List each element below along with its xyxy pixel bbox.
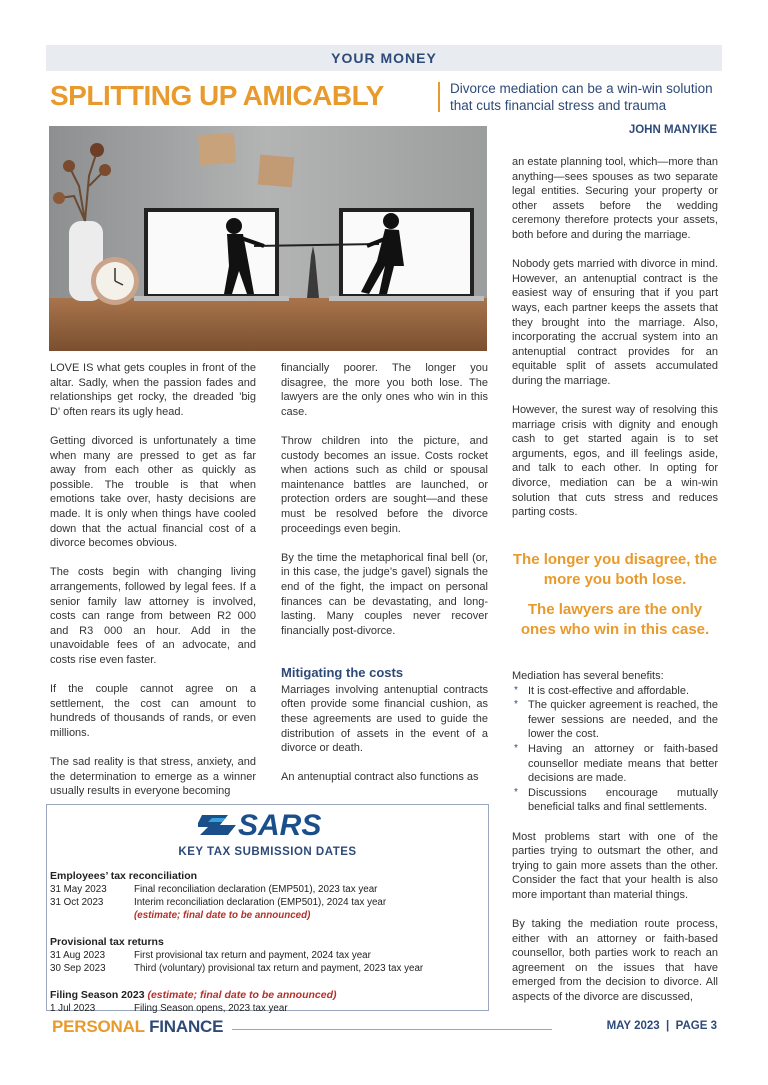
article-column-3-continued [512,669,718,1019]
tax-description: Interim reconciliation declaration (EMP501), 2024 tax year [134,897,387,908]
tax-row [50,1002,486,1015]
article-column-1 [50,361,256,813]
benefits-intro: Mediation has several benefits: [512,670,664,682]
paragraph: Most problems start with one of the parties trying to outsmart the other, and trying to gain more assets than the other. Consider the fact that your health is also more important than material things. [512,830,718,901]
pull-quote [512,550,718,650]
paragraph: If the couple cannot agree on a settlement, the cost can amount to hundreds of thousands of rands, or even millions. [50,683,256,739]
paragraph: Nobody gets married with divorce in mind. However, an antenuptial contract is the easiest way of ensuring that if you part ways, each partner keeps the assets that they brought into the marriage. Also, incorporating the accrual system into an antenuptial contract provides for an equitable split of assets accumulated during the marriage. [512,258,718,387]
tax-estimate-note: (estimate; final date to be announced) [134,910,311,921]
tax-description: Final reconciliation declaration (EMP501), 2023 tax year [134,884,378,895]
tax-group-heading [50,989,486,1002]
paragraph: An antenuptial contract also functions as [281,771,479,784]
footer-brand [52,1017,223,1037]
footer-date-page: MAY 2023 | PAGE 3 [606,1020,717,1032]
tax-group-heading: Employees’ tax reconciliation [50,870,198,882]
section-bar [46,45,722,71]
paragraph: However, the surest way of resolving this marriage crisis with dignity and enough cash to get started again is to set arguments, egos, and ill feelings aside, and talk to each other. In opting for divorce, mediation can be a win-win solution that cuts stress and reduces parting costs. [512,404,718,519]
paragraph: an estate planning tool, which—more than anything—sees spouses as two separate legal entities. Securing your property or other assets before the wedding ceremony therefore protects your assets, both before and during the marriage. [512,156,718,241]
footer-brand-finance: FINANCE [149,1017,224,1036]
tax-row [50,883,486,896]
pull-quote-line: The longer you disagree, the more you both lose. [512,551,718,588]
tax-description: First provisional tax return and payment, 2024 tax year [134,950,371,961]
tax-date: 30 Sep 2023 [50,963,106,974]
tug-of-war-photo [49,126,487,351]
article-column-3 [512,155,718,534]
paragraph: By the time the metaphorical final bell (or, in this case, the judge’s gavel) signals the end of the fight, the impact on personal finances can be devastating, and long-lasting. Many couples never recover financially post-divorce. [281,551,488,637]
sars-logo-text: SARS [238,809,322,841]
list-item: * The quicker agreement is reached, the fewer sessions are needed, and the lower the cost. [512,698,718,742]
tax-row [50,896,486,909]
tax-row [50,962,486,975]
tax-group-heading: Provisional tax returns [50,936,164,948]
tax-date: 31 Aug 2023 [50,950,106,961]
tax-estimate-note: (estimate; final date to be announced) [147,989,337,1001]
tax-row-note [50,909,486,922]
tax-dates-list [50,864,486,1015]
list-item: * Having an attorney or faith-based counsellor mediate means that better decisions are made. [512,742,718,786]
paragraph: Marriages involving antenuptial contracts often provide some financial cushion, as these agreements are used to guide the distribution of assets in the event of a divorce or death. [281,683,488,755]
paragraph: The costs begin with changing living arrangements, followed by legal fees. If a senior family law attorney is involved, costs can range from between R2 000 and R3 000 an hour. Add in the unavoidable fees of an advocate, and costs rise even faster. [50,566,256,666]
paragraph: By taking the mediation route process, either with an attorney or faith-based counsellor, both parties work to reach an agreement on the issues that have emerged from the decision to divorce. All aspects of the divorce are discussed, [512,918,718,1004]
list-item: * It is cost-effective and affordable. [512,684,718,699]
tax-group-title: Filing Season 2023 [50,989,145,1001]
headline-divider [438,82,440,112]
list-item: * Discussions encourage mutually beneficial talks and final settlements. [512,786,718,815]
section-label: YOUR MONEY [331,50,437,66]
tax-description: Third (voluntary) provisional tax return and payment, 2023 tax year [134,963,424,974]
paragraph: Throw children into the picture, and custody becomes an issue. Costs rocket when actions such as child or spousal maintenance battles are launched, or protection orders are sought—and these must be resolved before the divorce proceedings even begin. [281,434,488,535]
pull-quote-line: The lawyers are the only ones who win in this case. [520,601,710,638]
benefits-list [512,684,718,815]
footer-brand-personal: PERSONAL [52,1017,145,1036]
sars-box-title: KEY TAX SUBMISSION DATES [178,846,357,858]
tax-date: 31 May 2023 [50,884,107,895]
tax-description: Filing Season opens, 2023 tax year [134,1003,288,1014]
footer-rule [232,1029,552,1030]
author-byline: JOHN MANYIKE [628,124,717,136]
paragraph: LOVE IS what gets couples in front of the altar. Sadly, when the passion fades and relationships get rocky, the dreaded 'big D' often rears its ugly head. [50,362,256,418]
tax-date: 1 Jul 2023 [50,1003,96,1014]
subheading-mitigating: Mitigating the costs [281,664,404,680]
article-headline: SPLITTING UP AMICABLY [50,80,384,111]
sars-logo [198,807,330,841]
paragraph: Getting divorced is unfortunately a time when many are pressed to get as far away from each other as quickly as possible. The trouble is that when emotions take over, hasty decisions are made. It is only when things have cooled down that the actual financial cost of a divorce becomes obvious. [50,434,256,550]
article-column-2 [281,361,488,800]
tax-date: 31 Oct 2023 [50,897,104,908]
paragraph: financially poorer. The longer you disagree, the more you both lose. The lawyers are the only ones who win in this case. [281,362,488,418]
article-standfirst: Divorce mediation can be a win-win solution that cuts financial stress and trauma [450,81,713,113]
tax-row [50,949,486,962]
paragraph: The sad reality is that stress, anxiety, and the determination to emerge as a winner usually results in everyone becoming [50,756,256,798]
